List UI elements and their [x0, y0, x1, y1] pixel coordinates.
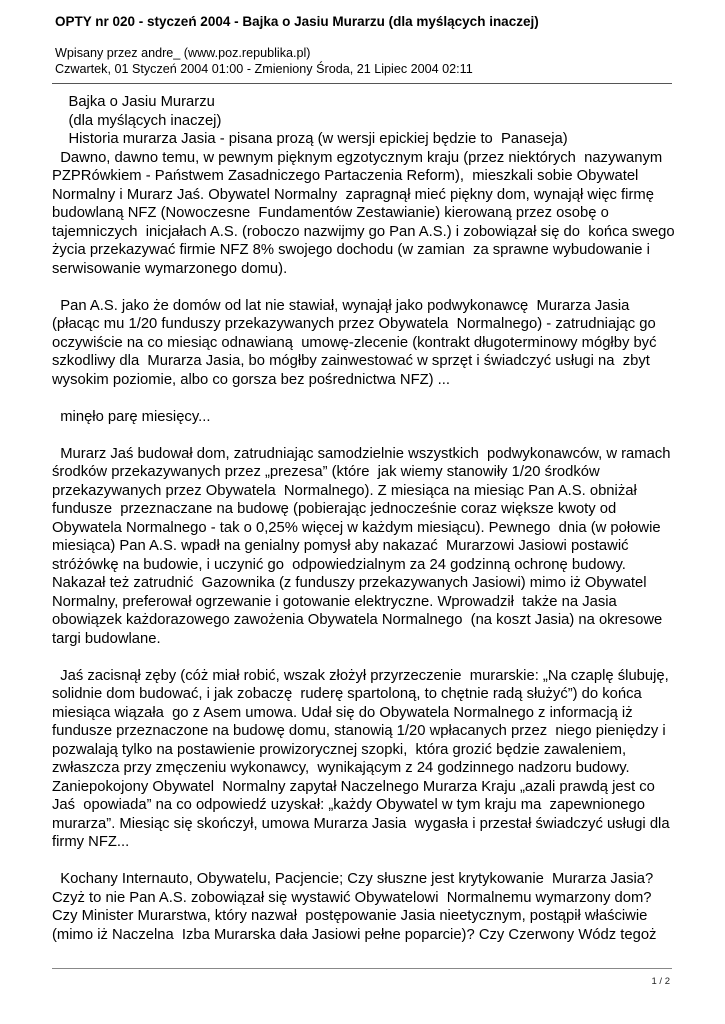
article-subheading: (dla myślących inaczej) — [52, 112, 222, 129]
paragraph: Murarz Jaś budował dom, zatrudniając samodzielnie wszystkich podwykonawców, w ramach środków przekazywanych przez „prezesa” (które jak wiemy stanowiły 1/20 środków przekazywanych przez Obywatela Normalnego). Z miesiąca na miesiąc Pan A.S. obniżał fundusze przeznaczane na budowę (pobierając jednocześnie coraz większe kwoty od Obywatela Normalnego - tak o 0,25% więcej w każdym miesiącu). Pewnego dnia (w połowie miesiąca) Pan A.S. wpadł na genialny pomysł aby nakazać Murarzowi Jasiowi postawić stróżówkę na budowie, i uczynić go odpowiedzialnym za 24 godzinną ochronę budowy. Nakazał też zatrudnić Gazownika (z funduszy przekazywanych Jasiowi) mimo iż Obywatel Normalny, preferował ogrzewanie i gotowanie elektryczne. Wprowadził także na Jasia obowiązek każdorazowego zawożenia Obywatela Normalnego (na koszt Jasia) na okresowe targi budowlane. — [52, 445, 675, 647]
article-meta — [55, 45, 473, 77]
document-title: OPTY nr 020 - styczeń 2004 - Bajka o Jasiu Murarzu (dla myślących inaczej) — [55, 14, 539, 29]
page-number: 1 / 2 — [651, 976, 670, 987]
header-divider — [52, 83, 672, 84]
paragraph: minęło parę miesięcy... — [52, 408, 211, 425]
paragraph: Kochany Internauto, Obywatelu, Pacjencie; Czy słuszne jest krytykowanie Murarza Jasia? Czyż to nie Pan A.S. zobowiązał się wystawić Obywatelowi Normalnemu wymarzony dom? Czy Minister Murarstwa, który nazwał postępowanie Jasia nieetycznym, postąpił właściwie (mimo iż Naczelna Izba Murarska dała Jasiowi pełne poparcie)? Czy Czerwony Wódz tegoż — [52, 871, 658, 943]
paragraph: Pan A.S. jako że domów od lat nie stawiał, wynajął jako podwykonawcę Murarza Jasia (płacąc mu 1/20 funduszy przekazywanych przez Obywatela Normalnego) - zatrudniając go oczywiście na co miesiąc odnawianą umowę-zlecenie (kontrakt długoterminowy mógłby być szkodliwy dla Murarza Jasia, bo mógłby zainwestować w sprzęt i świadczyć usługi na zbyt wysokim poziomie, albo co gorsza bez pośrednictwa NFZ) ... — [52, 297, 661, 388]
date-line: Czwartek, 01 Styczeń 2004 01:00 - Zmieniony Środa, 21 Lipiec 2004 02:11 — [55, 62, 473, 76]
paragraph: Dawno, dawno temu, w pewnym pięknym egzotycznym kraju (przez niektórych nazywanym PZPRówkiem - Państwem Zasadniczego Partaczenia Reform), mieszkali sobie Obywatel Normalny i Murarz Jaś. Obywatel Normalny zapragnął mieć piękny dom, wynajął więc firmę budowlaną NFZ (Nowoczesne Fundamentów Zestawianie) kierowaną przez osobę o tajemniczych inicjałach A.S. (roboczo nazwijmy go Pan A.S.) i zobowiązał się do końca swego życia przekazywać firmie NFZ 8% swojego dochodu (w zamian za sprawne wybudowanie i serwisowanie wymarzonego domu). — [52, 149, 679, 277]
footer-divider — [52, 968, 672, 969]
paragraph: Jaś zacisnął zęby (cóż miał robić, wszak złożył przyrzeczenie murarskie: „Na czaplę ślubuję, solidnie dom budować, i jak zobaczę ruderę spartoloną, to chętnie radą służyć”) do końca miesiąca wiązała go z Asem umowa. Udał się do Obywatela Normalnego z informacją iż fundusze przeznaczone na budowę domu, stanowią 1/20 wpłacanych przez niego pieniędzy i pozwalają tylko na postawienie prowizorycznej szopki, która grozić będzie zawaleniem, zwłaszcza przy zmęczeniu wykonawcy, wynikającym z 24 godzinnego nadzoru budowy. Zaniepokojony Obywatel Normalny zapytał Naczelnego Murarza Kraju „azali prawdą jest co Jaś opowiada” na co odpowiedź uzyskał: „każdy Obywatel w tym kraju ma zapewnionego murarza”. Miesiąc się skończył, umowa Murarza Jasia wygasła i przestał świadczyć usługi dla firmy NFZ... — [52, 667, 674, 850]
author-line: Wpisany przez andre_ (www.poz.republika.pl) — [55, 46, 311, 60]
article-body — [52, 93, 677, 944]
article-heading: Bajka o Jasiu Murarzu — [52, 94, 215, 110]
article-intro-line: Historia murarza Jasia - pisana prozą (w wersji epickiej będzie to Panaseja) — [52, 131, 568, 147]
